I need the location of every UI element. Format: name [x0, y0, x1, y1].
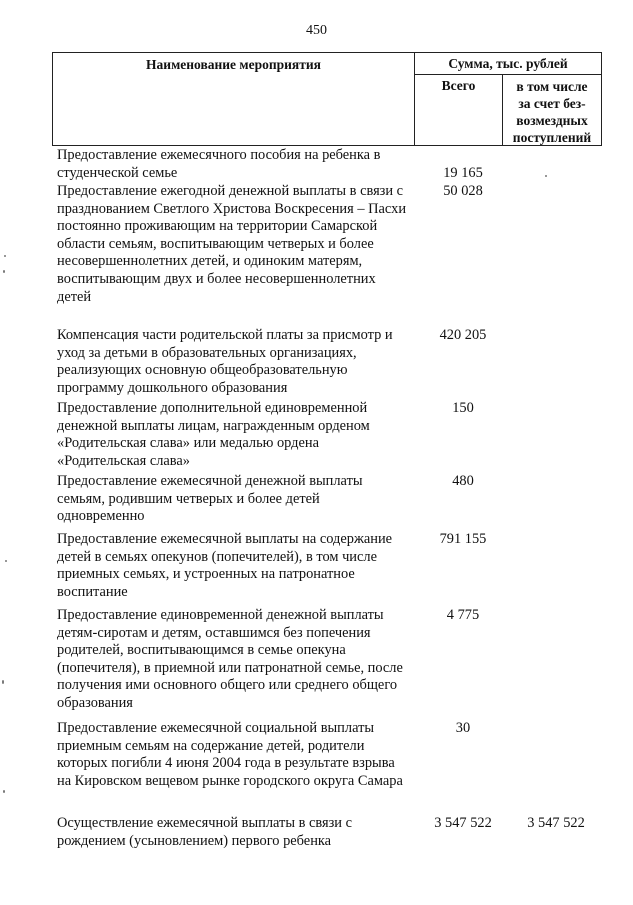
scan-speck [3, 790, 5, 793]
row-total: 791 155 [439, 531, 487, 547]
scan-speck [4, 255, 6, 257]
row-total: 150 [452, 400, 474, 416]
row-description: Предоставление ежемесячного пособия на ребенка в студенческой семье [57, 147, 381, 181]
row-description: Предоставление ежемесячной социальной выплаты приемным семьям на содержание детей, родители которых погибли 4 июня 2004 года в результате взрыва на Кировском вещевом рынке городского округа Самара [57, 720, 403, 789]
row-total: 30 [455, 720, 471, 736]
page-number: 450 [306, 23, 327, 38]
scan-speck [5, 560, 7, 562]
row-including: 3 547 522 [527, 815, 585, 831]
row-description: Предоставление единовременной денежной выплаты детям-сиротам и детям, оставшимся без попечения родителей, воспитывающимся в семье опекуна (попечителя), в приемной или патронатной семье, после получения ими основного общего или среднего общего образования [57, 607, 403, 711]
row-total: 4 775 [446, 607, 480, 623]
header-total: Всего [415, 75, 503, 145]
row-total: 480 [452, 473, 474, 489]
header-name: Наименование мероприятия [53, 53, 415, 145]
header-sum: Сумма, тыс. рублей [415, 53, 601, 75]
row-total: 19 165 [443, 165, 483, 181]
scan-speck [545, 175, 547, 177]
row-description: Предоставление ежегодной денежной выплаты в связи с празднованием Светлого Христова Воскресения – Пасхи постоянно проживающим на территории Самарской области семьям, воспитывающим четверых и более несовершеннолетних детей, и одиноким матерям, воспитывающим двух и более несовершеннолетних детей [57, 183, 407, 305]
header-including-text: в том числе за счет без- возмездных поступлений [512, 79, 592, 145]
row-description: Осуществление ежемесячной выплаты в связи с рождением (усыновлением) первого ребенка [57, 815, 352, 849]
table-header [52, 52, 602, 146]
header-including [503, 75, 601, 145]
row-description: Предоставление ежемесячной денежной выплаты семьям, родившим четверых и более детей одновременно [57, 473, 363, 525]
row-total: 3 547 522 [434, 815, 492, 831]
row-description: Компенсация части родительской платы за присмотр и уход за детьми в образовательных организациях, реализующих основную общеобразовательную программу дошкольного образования [57, 327, 393, 396]
scan-speck [2, 680, 4, 684]
row-description: Предоставление ежемесячной выплаты на содержание детей в семьях опекунов (попечителей), в том числе приемных семьях, и устроенных на патронатное воспитание [57, 531, 393, 600]
row-total: 50 028 [443, 183, 483, 199]
row-total: 420 205 [439, 327, 487, 343]
row-description: Предоставление дополнительной единовременной денежной выплаты лицам, награжденным орденом «Родительская слава» или медалью ордена «Родительская слава» [57, 400, 370, 469]
scan-speck [3, 270, 5, 273]
